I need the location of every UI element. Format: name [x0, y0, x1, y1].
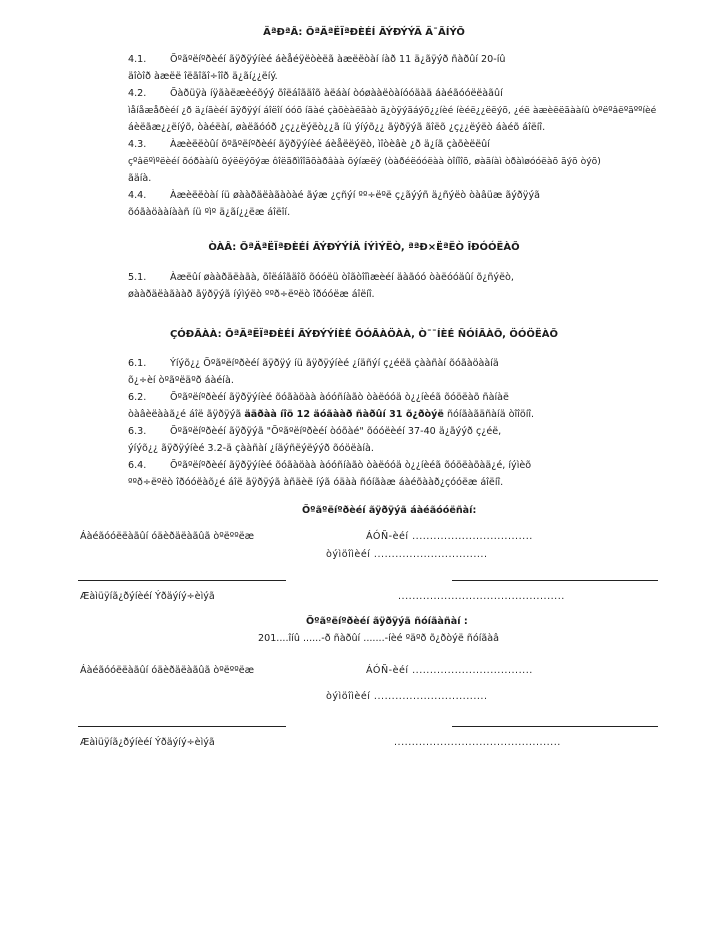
clause-text: äîòîð àæëë îëãîãî÷îîð ä¿ãí¿¿ëíý. — [128, 71, 278, 82]
clause-text: ººð÷ëºëò îðóóëàõ¿é áîë ãÿðÿýã àñäèë íýã óäàà ñóíãàæ áàéõààð¿çóóëæ áîëíî. — [128, 477, 504, 488]
clause-text: Õºãºëíºðèéí ãÿðÿýíèé áèåéÿëòèëã àæëëòàí íàð 11 ä¿ãÿýð ñàðûí 20-íû — [170, 54, 506, 65]
position-label: òýìöîìèéí ................................ — [326, 549, 488, 560]
clause-text: Õàðüÿà íÿãàëæèéõýý õîëáîãäîõ àëáàí òóøààëòàíóóäàä áàéãóóëëàãûí — [170, 88, 503, 99]
employer-label: Áàéãóóëëàãûí óäèðäëàãûã òºëººëæ — [80, 531, 255, 542]
clause-text: õóãàöààíààñ íü ºìº ä¿ãí¿¿ëæ áîëîí. — [128, 207, 291, 218]
extension-date-line: 201....îíû ......-ð ñàðûí .......-íèé ºäºð õ¿ðòýë ñóíãàâ — [258, 633, 500, 644]
signature-heading: Õºãºëíºðèéí ãÿðÿýã áàéãóóëñàí: — [302, 505, 477, 516]
clause-text: Õºãºëíºðèéí ãÿðÿýíèé õóãàöàà àóóñíàãò òàëóóä ò¿¿íèéã õóöëàõàä¿é, íýìèõ — [170, 460, 532, 471]
section-heading-4: ÄªÐªÂ: ÕªÄªËÏªÐÈÉÍ ÃÝÐÝÝÄ Ä¯ÃÍÝÕ — [263, 27, 465, 38]
clause-text: Àæèëëòûí õºãºëíºðèéí ãÿðÿýíèé áèåëëýëò, ìîòèâè ¿ð ä¿íã çàõèëëûí — [170, 139, 490, 150]
extension-heading: Õºãºëíºðèéí ãÿðÿýã ñóíãàñàí : — [306, 616, 468, 627]
employer-label: Áàéãóóëëàãûí óäèðäëàãûã òºëººëæ — [80, 665, 255, 676]
clause-text-with-bold: òàâèëààã¿é áîë ãÿðÿýã ääðàà íîö 12 äóãààð ñàðûí 31 õ¿ðòýë ñóíãàãäñàíä òîîöíî. — [128, 409, 535, 420]
employer-signer-name: Æàìüÿíã¿ðýíèéí Ýðäýíý÷èìýã — [80, 737, 215, 748]
employer-signer-name: Æàìüÿíã¿ðýíèéí Ýðäýíý÷èìýã — [80, 591, 215, 602]
clause-number: 4.1. — [128, 54, 147, 65]
clause-text: áèëãæ¿¿ëíýõ, òàéëàí, øàëãóóð ¿ç¿¿ëýëò¿¿ã íü ýíýõ¿¿ ãÿðÿýã ãîëõ ¿ç¿¿ëýëò áàéõ áîëíî. — [128, 122, 546, 133]
clause-number: 6.3. — [128, 426, 147, 437]
signature-line — [78, 580, 286, 581]
clause-number: 4.3. — [128, 139, 147, 150]
clause-number: 4.2. — [128, 88, 147, 99]
employee-signer-dots: ............................................... — [394, 737, 561, 748]
section-heading-6: ÇÓÐÃÀÀ: ÕªÄªËÏªÐÈÉÍ ÃÝÐÝÝÍÈÉ ÕÓÃÀÖÀÀ, Ò¯¯ÍÈÉ ÑÓÍÃÀÕ, ÖÓÖËÀÕ — [169, 329, 559, 340]
clause-text: Àæëûí øààðäëàãà, õîëáîãäîõ õóóëü òîãòîîìæèéí äàãóó òàëóóäûí õ¿ñýëò, — [170, 272, 514, 283]
employee-signer-dots: ............................................... — [398, 591, 565, 602]
position-label: òýìöîìèéí ................................ — [326, 691, 488, 702]
clause-text: Ýíýõ¿¿ Õºãºëíºðèéí ãÿðÿý íü ãÿðÿýíèé ¿íäñýí ç¿éëä çààñàí õóãàöààíä — [170, 358, 499, 369]
clause-number: 5.1. — [128, 272, 147, 283]
clause-text: õ¿÷èí òºãºëäºð áàéíà. — [128, 375, 234, 386]
signature-line — [452, 580, 658, 581]
clause-text: Õºãºëíºðèéí ãÿðÿýíèé õóãàöàà àóóñíàãò òàëóóä ò¿¿íèéã õóöëàõ ñàíàë — [170, 392, 509, 403]
clause-text: Àæèëëòàí íü øààðäëàãàòàé ãýæ ¿çñýí ºº÷ëºë ç¿ãýýñ ä¿ñýëò òàâüæ ãýðÿýã — [170, 190, 541, 201]
clause-text: Õºãºëíºðèéí ãÿðÿýã "Õºãºëíºðèéí òóõàé" õóóëèéí 37-40 ä¿ãýýð ç¿éë, — [170, 426, 502, 437]
section-heading-5: ÒÀÂ: ÕªÄªËÏªÐÈÉÍ ÃÝÐÝÝÍÄ ÍÝÌÝËÒ, ªªÐ×ËªËÒ ÎÐÓÓËÀÕ — [208, 242, 520, 253]
clause-text: øààðäëàãààð ãÿðÿýã íýìýëò ººð÷ëºëò îðóóëæ áîëíî. — [128, 289, 375, 300]
clause-number: 6.1. — [128, 358, 147, 369]
bold-date-phrase: ääðàà íîö 12 äóãààð ñàðûí 31 õ¿ðòýë — [244, 409, 444, 420]
clause-text: ìåíåæåðèéí ¿ð ä¿íãèéí ãÿðÿýí áîëîí óóõ íãàé çàõèàëãàò ä¿òÿýãáýõ¿¿íèé íèéë¿¿ëëýõ, ¿éë àæèëëãààíû òºëºâëºãººíèé — [128, 105, 657, 116]
clause-number: 6.4. — [128, 460, 147, 471]
clause-text: ãäíà. — [128, 173, 152, 184]
clause-number: 6.2. — [128, 392, 147, 403]
employee-label: ÁÓÑ-èéí .................................. — [366, 531, 533, 542]
clause-text: çºâëºìºëèéí õóðààíû õýëëýõýæ ôîëãðìîîãõàðâàà õýíæëý (òàðéëóóëàà òîíîîõ, øàãíàì òðàìøóóëàõ ãýõ òýõ) — [128, 156, 601, 167]
clause-number: 4.4. — [128, 190, 147, 201]
clause-text: ýíýõ¿¿ ãÿðÿýíèé 3.2-ä çààñàí ¿íäýñëýëýýð õóöëàíà. — [128, 443, 374, 454]
signature-line — [78, 726, 286, 727]
signature-line — [452, 726, 658, 727]
employee-label: ÁÓÑ-èéí .................................. — [366, 665, 533, 676]
